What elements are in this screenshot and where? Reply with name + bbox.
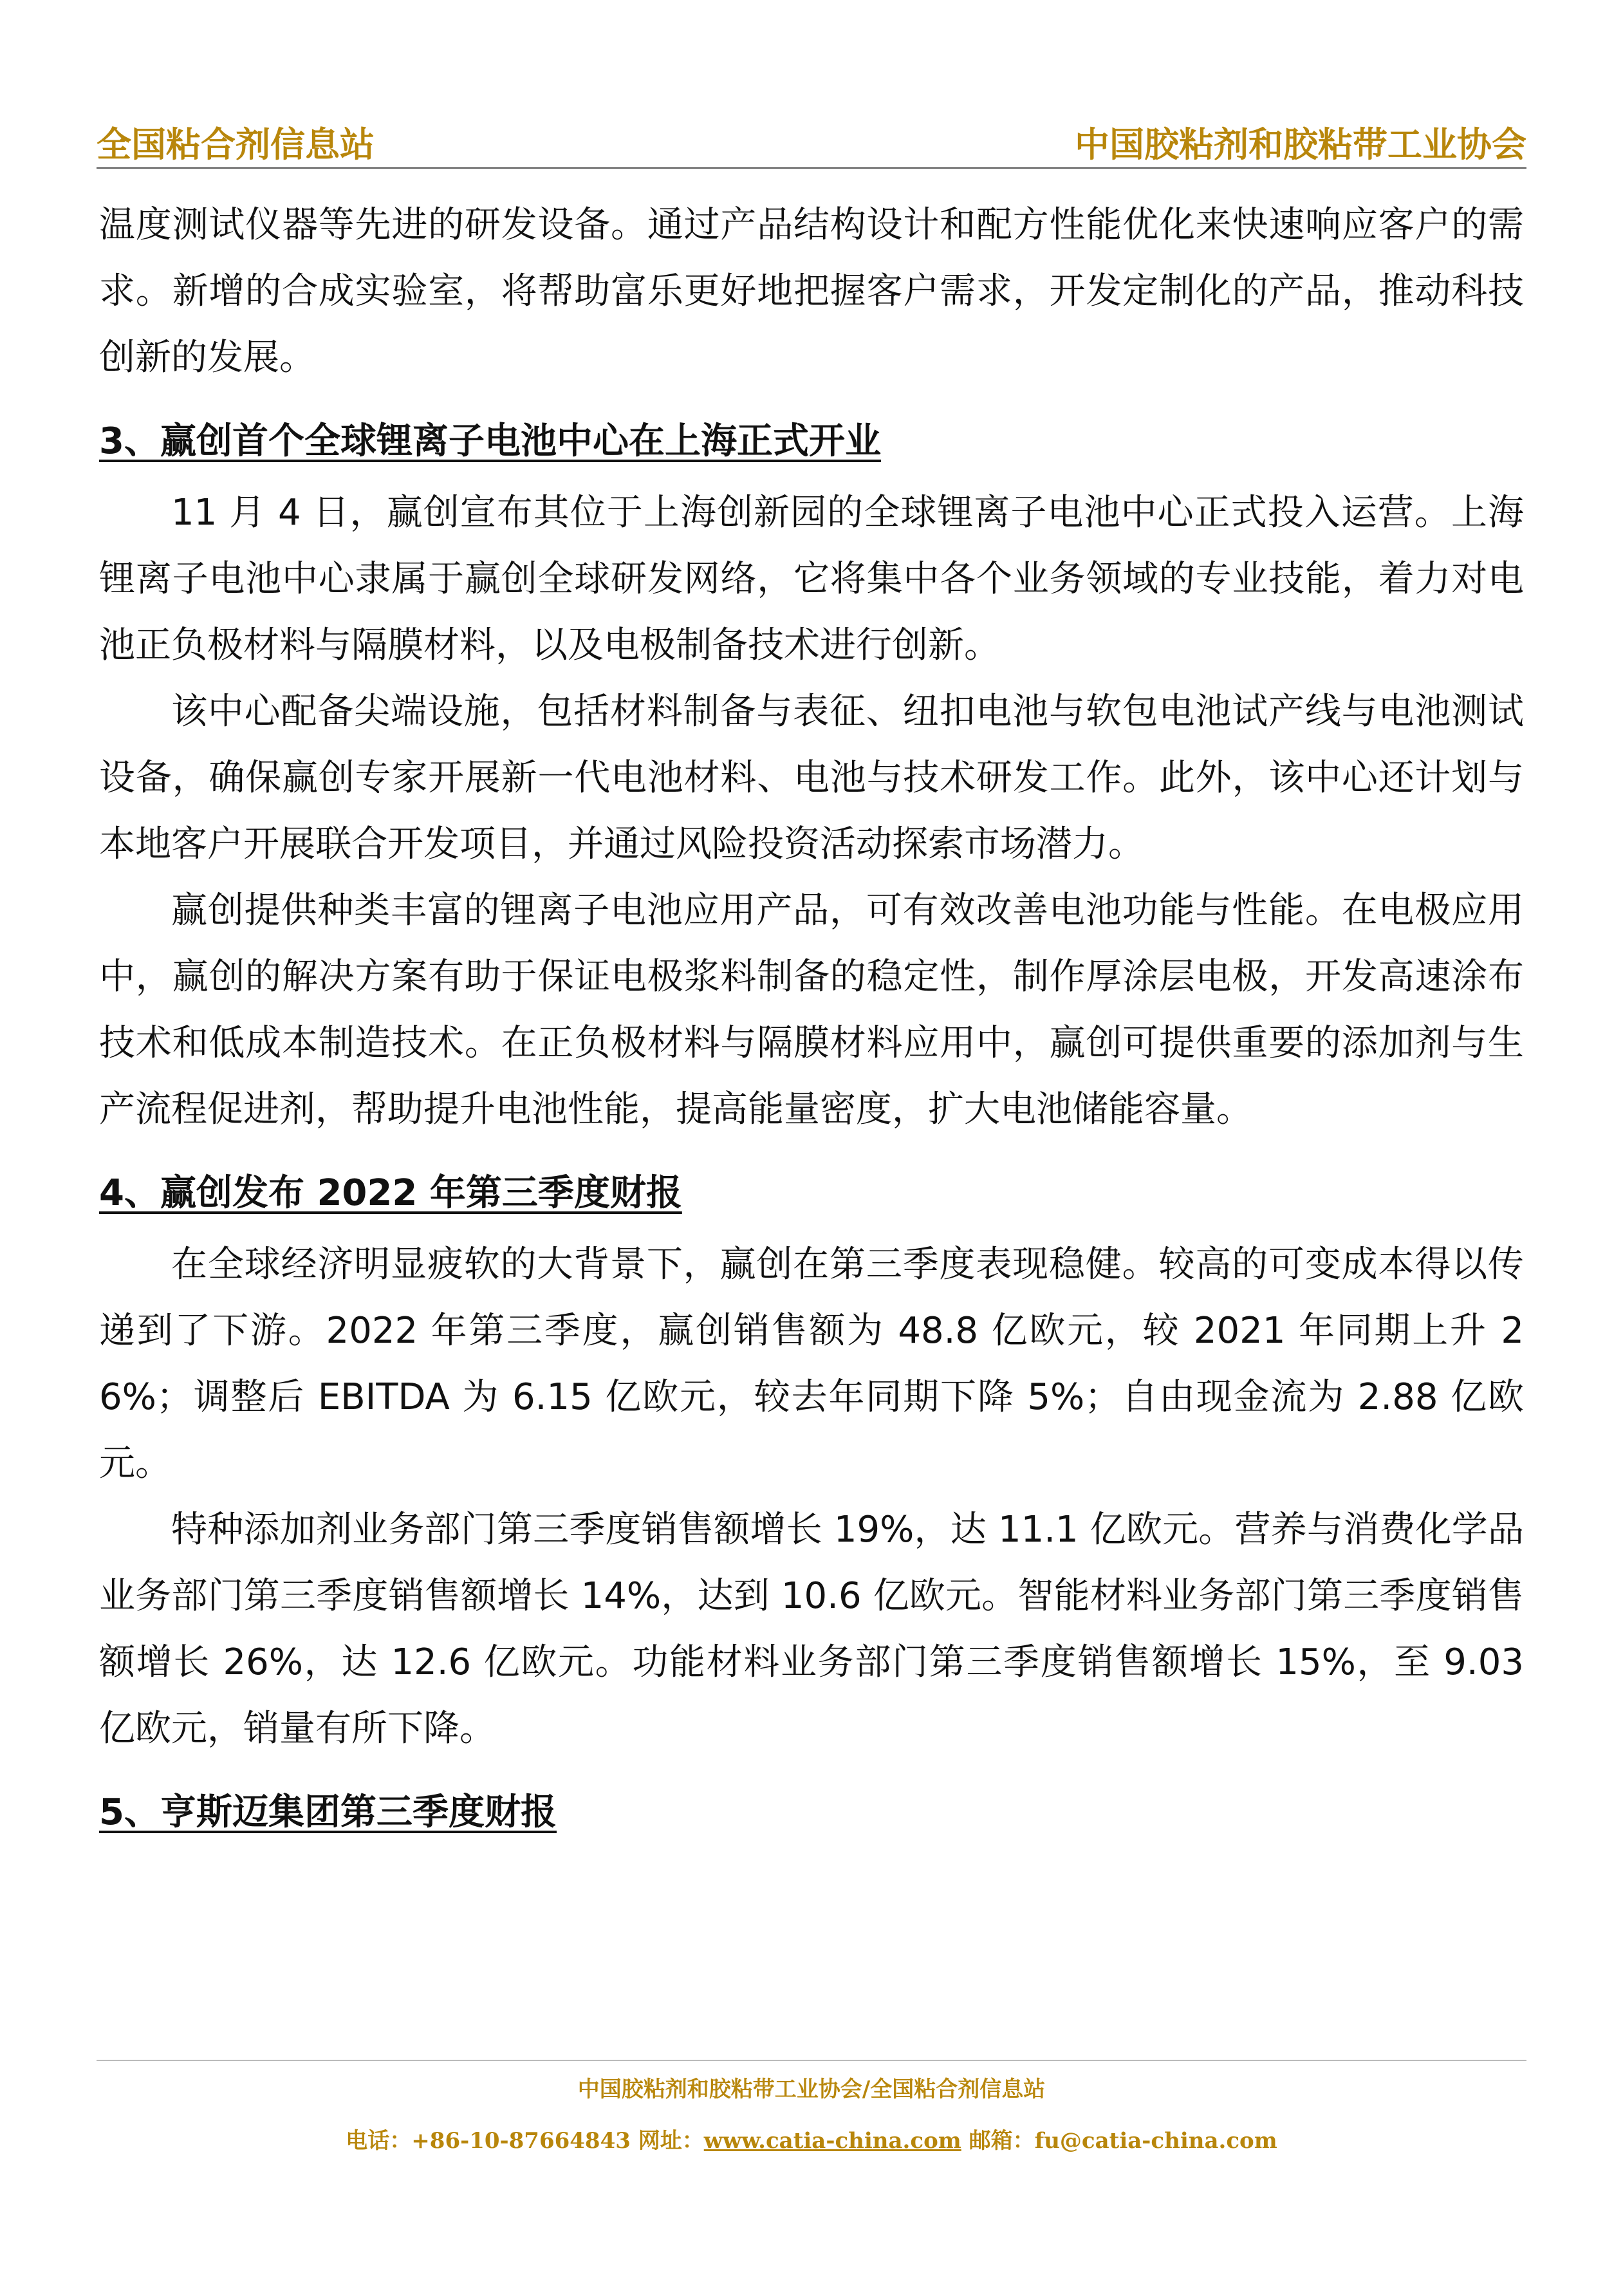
header-right-title: 中国胶粘剂和胶粘带工业协会 — [1075, 124, 1526, 165]
section-4-paragraph-2: 特种添加剂业务部门第三季度销售额增长 19%，达 11.1 亿欧元。营养与消费化学品业务部门第三季度销售额增长 14%，达到 10.6 亿欧元。智能材料业务部门第三季度销售额增长 26%，达 12.6 亿欧元。功能材料业务部门第三季度销售额增长 15%，至 9.03 亿欧元，销量有所下降。 — [99, 1509, 1524, 1750]
section-4-paragraph-1: 在全球经济明显疲软的大背景下，赢创在第三季度表现稳健。较高的可变成本得以传递到了下游。2022 年第三季度，赢创销售额为 48.8 亿欧元，较 2021 年同期上升 26%；调整后 EBITDA 为 6.15 亿欧元，较去年同期下降 5%；自由现金流为 2.88 亿欧元。 — [99, 1244, 1524, 1484]
footer-email[interactable]: fu@catia-china.com — [1034, 2128, 1277, 2154]
section-3-heading-text: 3、赢创首个全球锂离子电池中心在上海正式开业 — [99, 420, 881, 462]
footer-phone-label: 电话：+86-10-87664843 网址： — [346, 2128, 704, 2154]
section-4-heading — [99, 1158, 1524, 1229]
page-header — [97, 115, 1526, 169]
section-3-paragraph-3: 赢创提供种类丰富的锂离子电池应用产品，可有效改善电池功能与性能。在电极应用中，赢创的解决方案有助于保证电极浆料制备的稳定性，制作厚涂层电极，开发高速涂布技术和低成本制造技术。在正负极材料与隔膜材料应用中，赢创可提供重要的添加剂与生产流程促进剂，帮助提升电池性能，提高能量密度，扩大电池储能容量。 — [99, 890, 1524, 1130]
intro-paragraph: 温度测试仪器等先进的研发设备。通过产品结构设计和配方性能优化来快速响应客户的需求。新增的合成实验室，将帮助富乐更好地把握客户需求，开发定制化的产品，推动科技创新的发展。 — [99, 204, 1524, 378]
header-left-title: 全国粘合剂信息站 — [97, 124, 375, 165]
section-3-paragraph-2: 该中心配备尖端设施，包括材料制备与表征、纽扣电池与软包电池试产线与电池测试设备，确保赢创专家开展新一代电池材料、电池与技术研发工作。此外，该中心还计划与本地客户开展联合开发项目，并通过风险投资活动探索市场潜力。 — [99, 691, 1524, 865]
section-5-heading — [99, 1777, 1524, 1848]
footer-org-line: 中国胶粘剂和胶粘带工业协会/全国粘合剂信息站 — [577, 2077, 1046, 2102]
footer-contact-line — [0, 2123, 1623, 2154]
section-4-heading-text: 4、赢创发布 2022 年第三季度财报 — [99, 1172, 682, 1214]
footer-website-link[interactable]: www.catia-china.com — [703, 2128, 961, 2154]
section-3-paragraph-1: 11 月 4 日，赢创宣布其位于上海创新园的全球锂离子电池中心正式投入运营。上海锂离子电池中心隶属于赢创全球研发网络，它将集中各个业务领域的专业技能，着力对电池正负极材料与隔膜材料，以及电极制备技术进行创新。 — [99, 492, 1524, 666]
section-3-heading — [99, 406, 1524, 477]
article-body — [99, 192, 1524, 1851]
footer-email-label: 邮箱： — [961, 2128, 1035, 2154]
section-5-heading-text: 5、亨斯迈集团第三季度财报 — [99, 1791, 557, 1833]
footer-divider — [97, 2060, 1526, 2061]
